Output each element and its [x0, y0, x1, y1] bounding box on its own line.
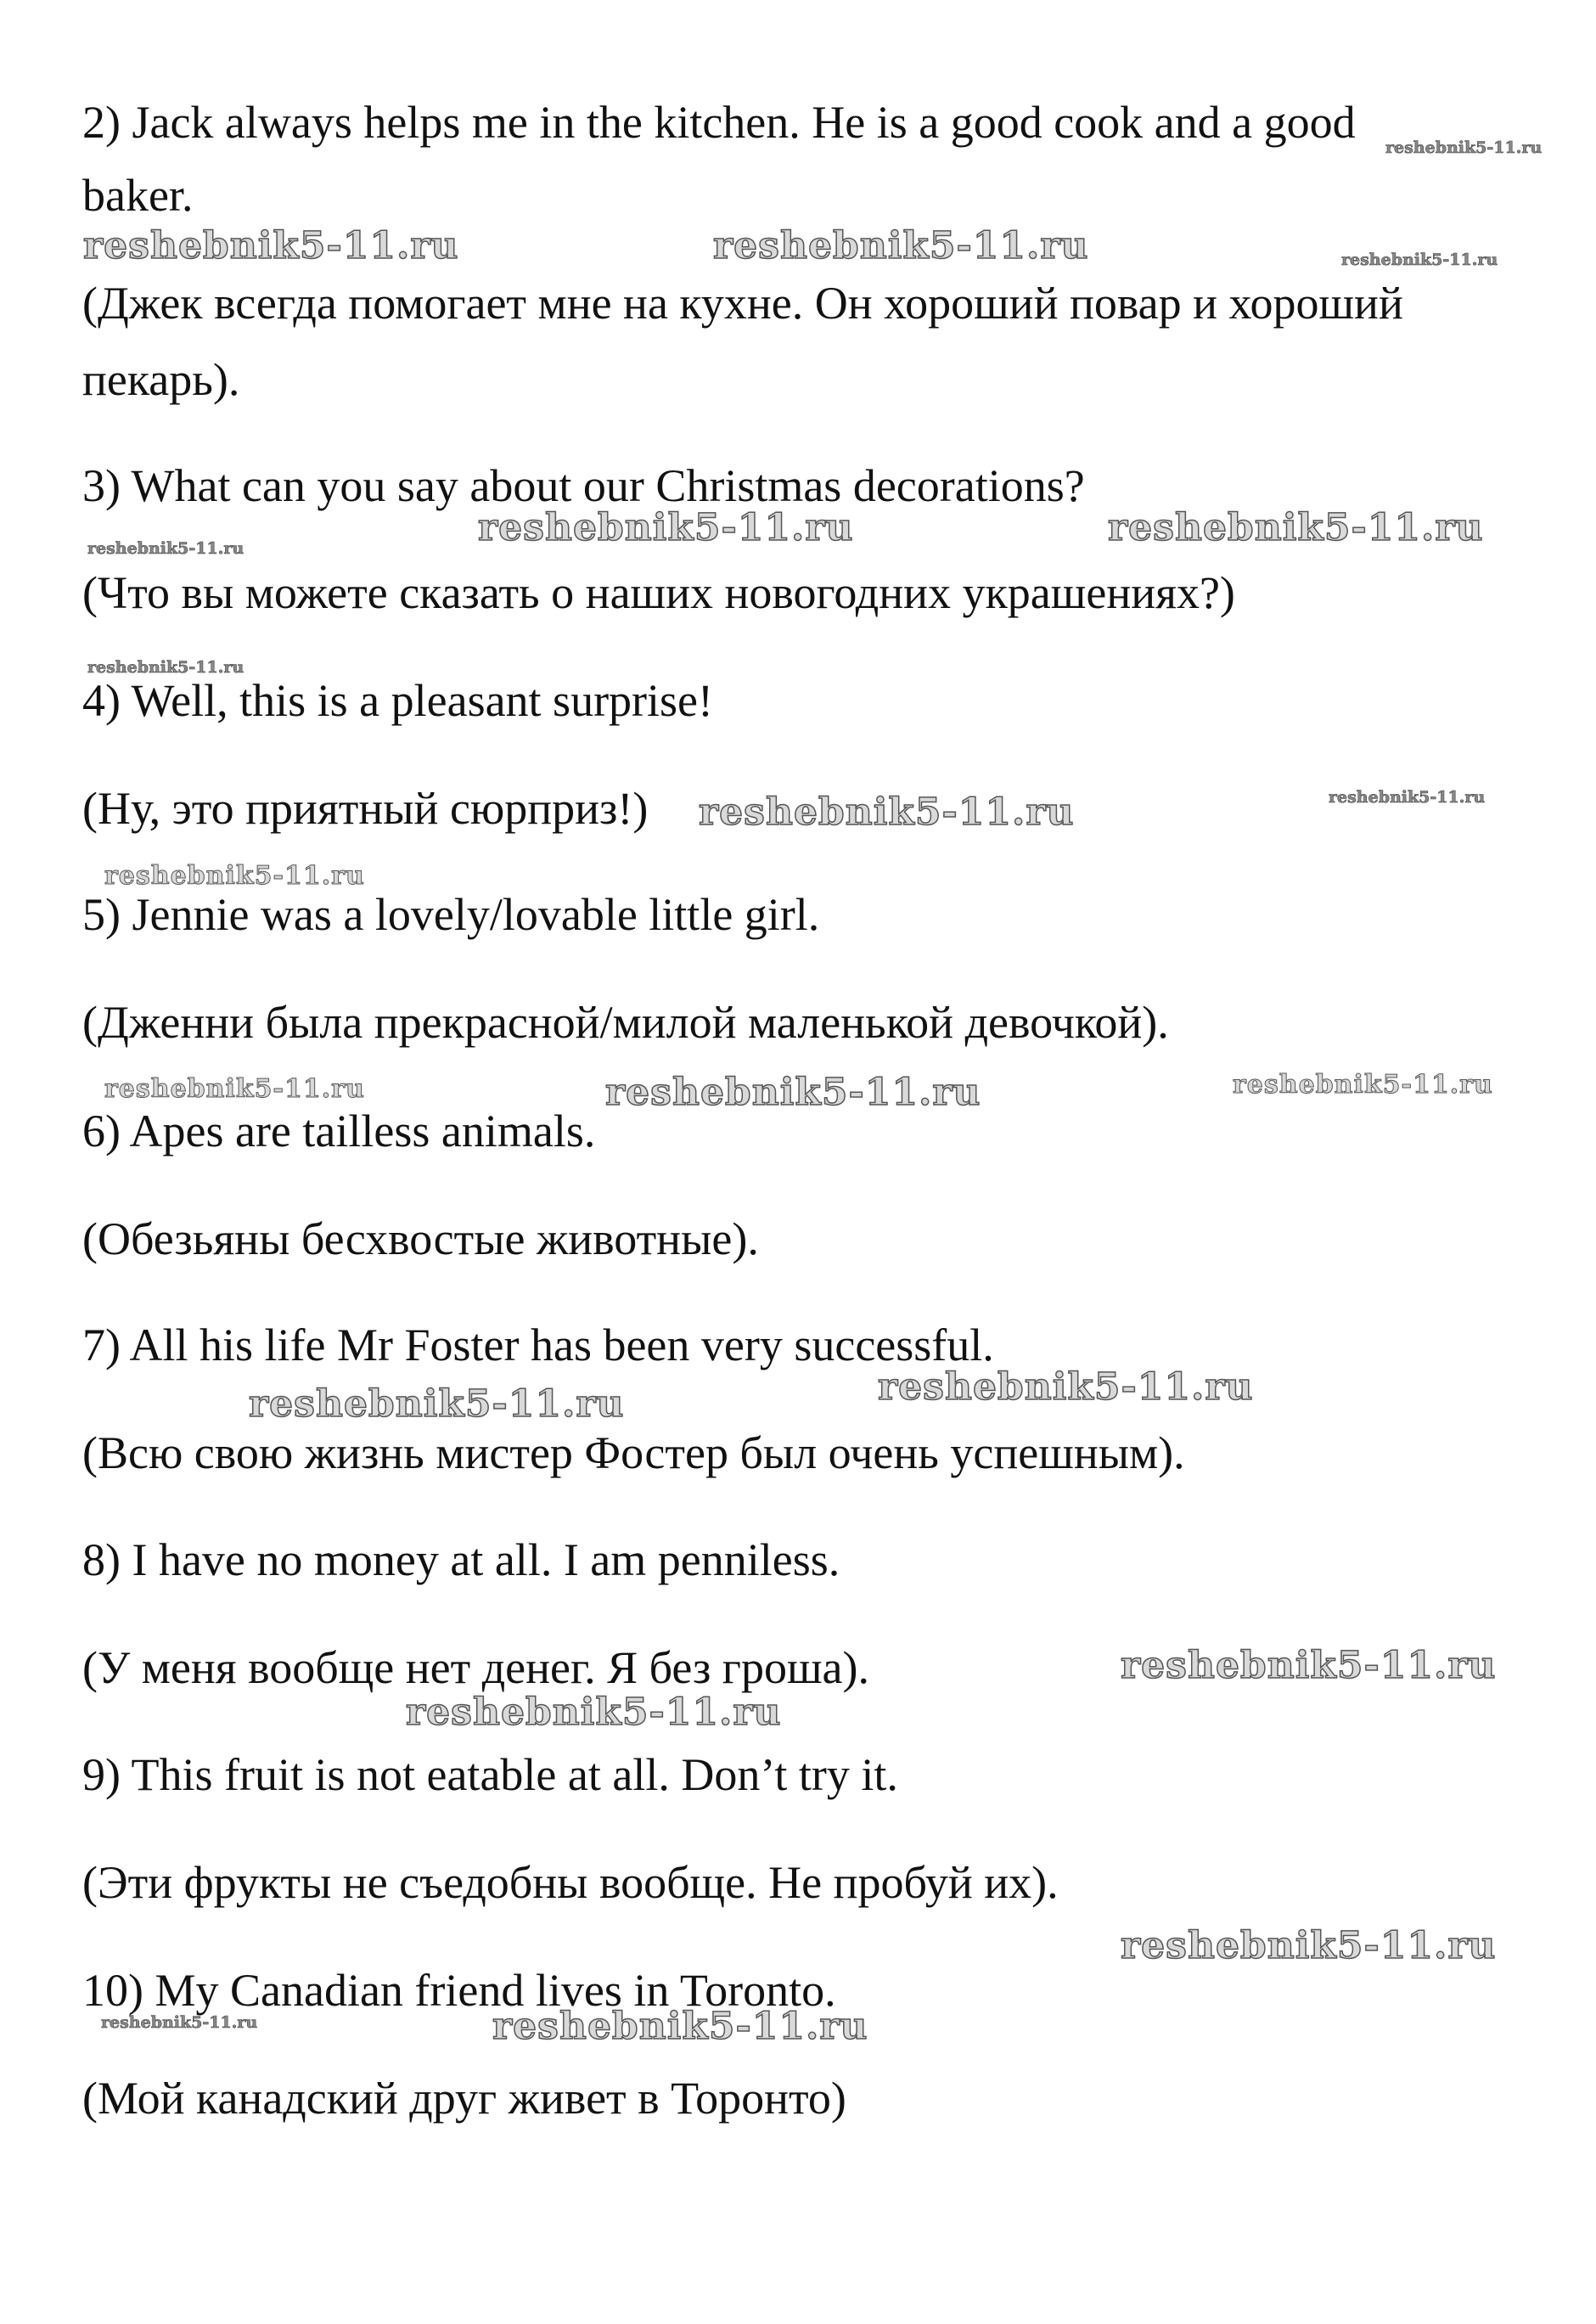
item-2-english-line-1: 2) Jack always helps me in the kitchen. He is a good cook and a good: [82, 97, 1356, 148]
item-4-english: 4) Well, this is a pleasant surprise!: [82, 675, 714, 726]
watermark: reshebnik5-11.ru: [713, 224, 1089, 267]
watermark: reshebnik5-11.ru: [699, 791, 1075, 834]
item-4-russian: (Ну, это приятный сюрприз!): [82, 783, 649, 834]
item-7-russian: (Всю свою жизнь мистер Фостер был очень успешным).: [82, 1427, 1185, 1478]
watermark: reshebnik5-11.ru: [83, 224, 459, 267]
watermark: reshebnik5-11.ru: [478, 506, 854, 549]
item-8-russian: (У меня вообще нет денег. Я без гроша).: [82, 1642, 869, 1693]
watermark: reshebnik5-11.ru: [87, 539, 244, 558]
item-10-english: 10) My Canadian friend lives in Toronto.: [82, 1965, 836, 2016]
item-2-russian-line-2: пекарь).: [82, 354, 240, 405]
item-7-english: 7) All his life Mr Foster has been very successful.: [82, 1320, 994, 1370]
watermark: reshebnik5-11.ru: [1108, 506, 1484, 549]
watermark: reshebnik5-11.ru: [101, 2013, 258, 2032]
watermark: reshebnik5-11.ru: [1121, 1924, 1497, 1967]
item-8-english: 8) I have no money at all. I am penniless.: [82, 1534, 840, 1585]
watermark: reshebnik5-11.ru: [104, 1074, 365, 1104]
watermark: reshebnik5-11.ru: [1385, 138, 1543, 157]
item-5-english: 5) Jennie was a lovely/lovable little girl.: [82, 889, 820, 940]
item-9-english: 9) This fruit is not eatable at all. Don’t try it.: [82, 1749, 898, 1800]
watermark: reshebnik5-11.ru: [492, 2005, 868, 2048]
item-2-russian-line-1: (Джек всегда помогает мне на кухне. Он хороший повар и хороший: [82, 278, 1403, 329]
item-6-english: 6) Apes are tailless animals.: [82, 1106, 596, 1156]
item-2-english-line-2: baker.: [82, 170, 194, 221]
item-5-russian: (Дженни была прекрасной/милой маленькой девочкой).: [82, 997, 1169, 1048]
item-3-english: 3) What can you say about our Christmas decorations?: [82, 460, 1085, 511]
watermark: reshebnik5-11.ru: [87, 658, 244, 677]
watermark: reshebnik5-11.ru: [878, 1365, 1254, 1409]
item-9-russian: (Эти фрукты не съедобны вообще. Не пробуй их).: [82, 1857, 1059, 1908]
watermark: reshebnik5-11.ru: [249, 1382, 625, 1426]
watermark: reshebnik5-11.ru: [1329, 788, 1486, 807]
item-6-russian: (Обезьяны бесхвостые животные).: [82, 1213, 759, 1264]
item-3-russian: (Что вы можете сказать о наших новогодних украшениях?): [82, 567, 1235, 618]
watermark: reshebnik5-11.ru: [406, 1691, 782, 1734]
watermark: reshebnik5-11.ru: [1233, 1070, 1493, 1100]
item-10-russian: (Мой канадский друг живет в Торонто): [82, 2073, 846, 2124]
watermark: reshebnik5-11.ru: [104, 861, 365, 891]
watermark: reshebnik5-11.ru: [1341, 250, 1498, 269]
watermark: reshebnik5-11.ru: [605, 1071, 981, 1114]
watermark: reshebnik5-11.ru: [1121, 1644, 1497, 1687]
